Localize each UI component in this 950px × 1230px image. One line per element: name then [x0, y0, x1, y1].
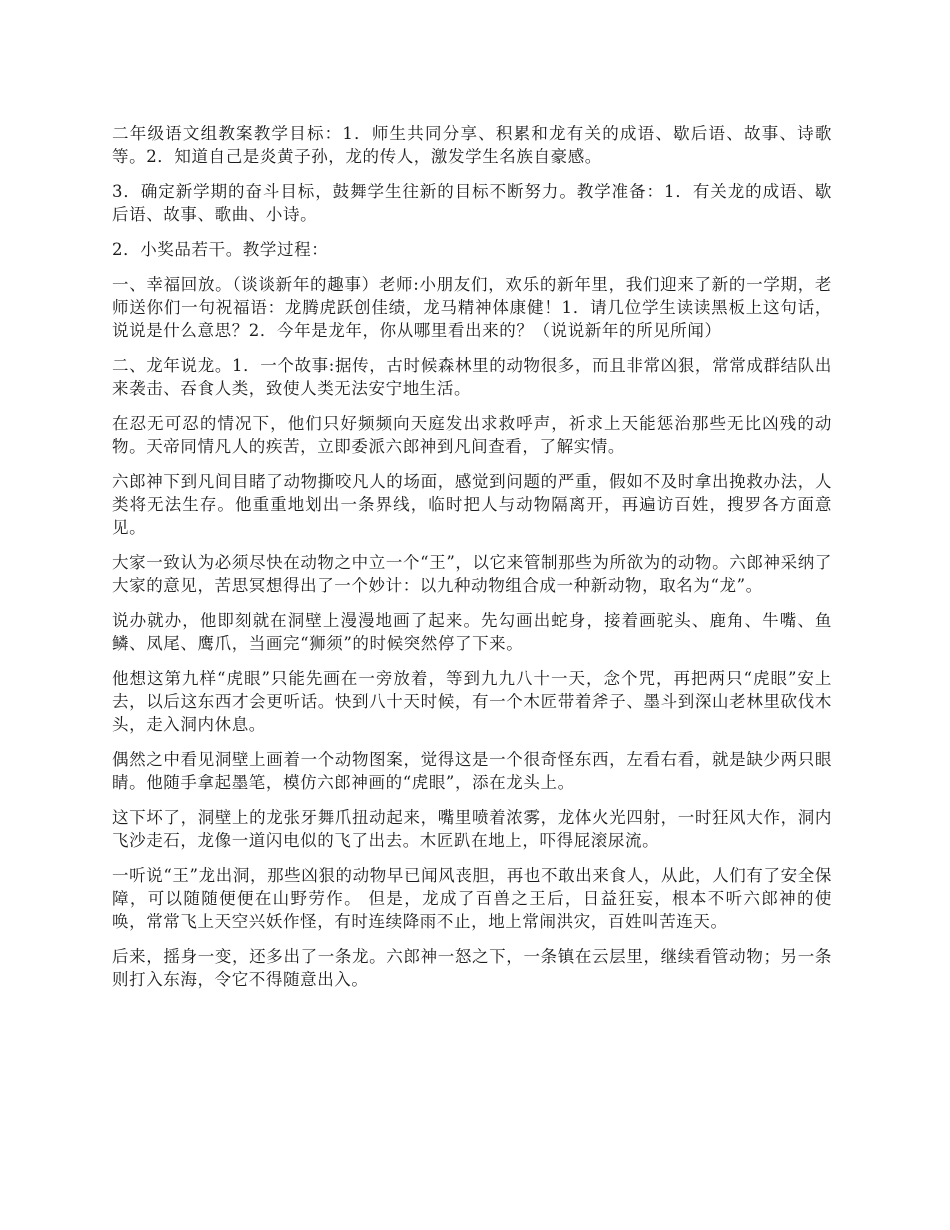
paragraph: 二年级语文组教案教学目标：1．师生共同分享、积累和龙有关的成语、歇后语、故事、诗歌等。2．知道自己是炎黄子孙，龙的传人，激发学生名族自豪感。: [112, 124, 832, 166]
paragraph: 一、幸福回放。（谈谈新年的趣事）老师:小朋友们，欢乐的新年里，我们迎来了新的一学期，老师送你们一句祝福语：龙腾虎跃创佳绩，龙马精神体康健！1．请几位学生读读黑板上这句话，说说是什么意思？2．今年是龙年，你从哪里看出来的？（说说新年的所见所闻）: [112, 275, 832, 340]
document-body: [112, 122, 832, 1003]
paragraph: 3．确定新学期的奋斗目标，鼓舞学生往新的目标不断努力。教学准备：1．有关龙的成语、歇后语、故事、歌曲、小诗。: [112, 182, 832, 224]
paragraph: 2．小奖品若干。教学过程：: [112, 240, 329, 259]
paragraph: 他想这第九样“虎眼”只能先画在一旁放着，等到九九八十一天，念个咒，再把两只“虎眼”安上去，以后这东西才会更听话。快到八十天时候，有一个木匠带着斧子、墨斗到深山老林里砍伐木头，走入洞内休息。: [112, 669, 832, 734]
paragraph: 二、龙年说龙。1．一个故事:据传，古时候森林里的动物很多，而且非常凶狠，常常成群结队出来袭击、吞食人类，致使人类无法安宁地生活。: [112, 356, 832, 398]
paragraph: 大家一致认为必须尽快在动物之中立一个“王”，以它来管制那些为所欲为的动物。六郎神采纳了大家的意见，苦思冥想得出了一个妙计：以九种动物组合成一种新动物，取名为“龙”。: [112, 553, 832, 595]
paragraph: 一听说“王”龙出洞，那些凶狠的动物早已闻风丧胆，再也不敢出来食人，从此，人们有了安全保障，可以随随便便在山野劳作。 但是，龙成了百兽之王后，日益狂妄，根本不听六郎神的使唤，常常飞上天空兴妖作怪，有时连续降雨不止，地上常闹洪灾，百姓叫苦连天。: [112, 866, 832, 931]
paragraph: 六郎神下到凡间目睹了动物撕咬凡人的场面，感觉到问题的严重，假如不及时拿出挽救办法，人类将无法生存。他重重地划出一条界线，临时把人与动物隔离开，再遍访百姓，搜罗各方面意见。: [112, 472, 832, 537]
paragraph: 偶然之中看见洞壁上画着一个动物图案，觉得这是一个很奇怪东西，左看右看，就是缺少两只眼睛。他随手拿起墨笔，模仿六郎神画的“虎眼”，添在龙头上。: [112, 750, 832, 792]
paragraph: 在忍无可忍的情况下，他们只好频频向天庭发出求救呼声，祈求上天能惩治那些无比凶残的动物。天帝同情凡人的疾苦，立即委派六郎神到凡间查看，了解实情。: [112, 414, 832, 456]
paragraph: 说办就办，他即刻就在洞壁上漫漫地画了起来。先勾画出蛇身，接着画驼头、鹿角、牛嘴、鱼鳞、凤尾、鹰爪，当画完“狮须”的时候突然停了下来。: [112, 611, 832, 653]
paragraph: 这下坏了，洞壁上的龙张牙舞爪扭动起来，嘴里喷着浓雾，龙体火光四射，一时狂风大作，洞内飞沙走石，龙像一道闪电似的飞了出去。木匠趴在地上，吓得屁滚尿流。: [112, 808, 832, 850]
paragraph: 后来，摇身一变，还多出了一条龙。六郎神一怒之下，一条镇在云层里，继续看管动物；另一条则打入东海，令它不得随意出入。: [112, 947, 832, 989]
